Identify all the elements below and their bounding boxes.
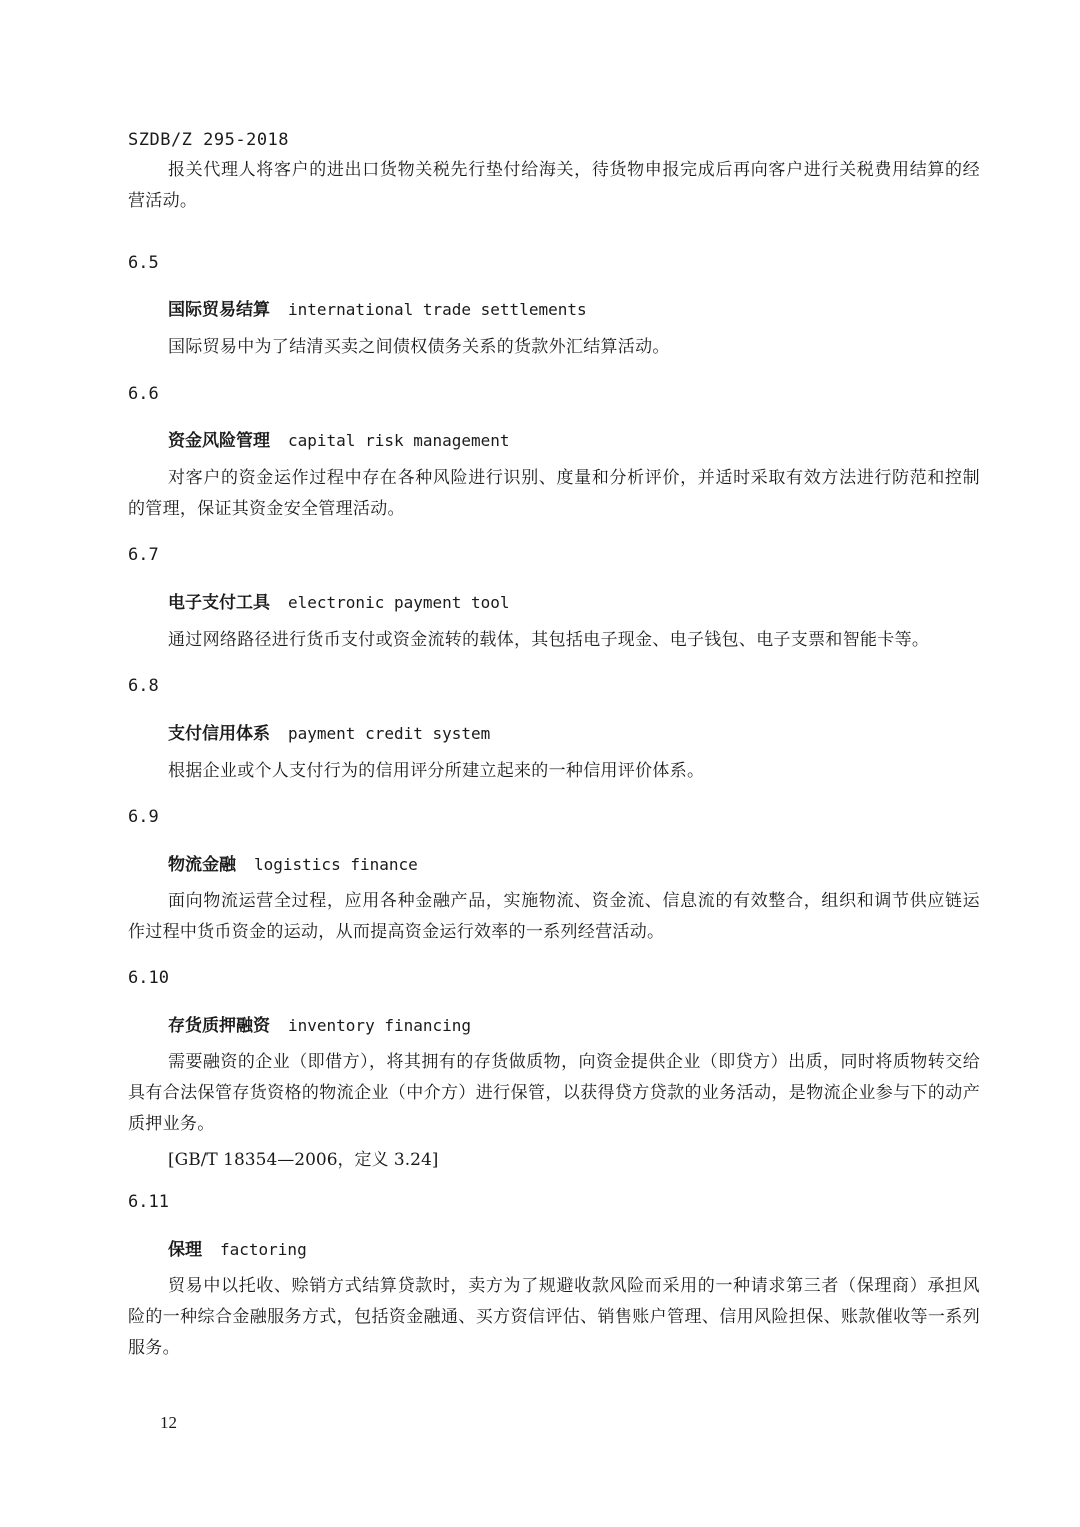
- term-line: [168, 426, 510, 451]
- term-chinese: 国际贸易结算: [168, 300, 270, 320]
- term-english: capital risk management: [288, 431, 510, 450]
- standard-code: SZDB/Z 295-2018: [128, 130, 290, 150]
- term-definition: 贸易中以托收、赊销方式结算贷款时，卖方为了规避收款风险而采用的一种请求第三者（保理商）承担风险的一种综合金融服务方式，包括资金融通、买方资信评估、销售账户管理、信用风险担保、账款催收等一系列服务。: [128, 1276, 980, 1358]
- term-english: payment credit system: [288, 724, 491, 743]
- term-english: logistics finance: [254, 855, 418, 874]
- term-chinese: 保理: [168, 1240, 202, 1260]
- term-english: factoring: [220, 1240, 307, 1259]
- term-line: [168, 1235, 307, 1260]
- term-chinese: 资金风险管理: [168, 431, 270, 451]
- term-chinese: 物流金融: [168, 855, 236, 875]
- clause-number: 6.6: [128, 384, 159, 404]
- term-definition: 面向物流运营全过程，应用各种金融产品，实施物流、资金流、信息流的有效整合，组织和调节供应链运作过程中货币资金的运动，从而提高资金运行效率的一系列经营活动。: [128, 891, 980, 942]
- term-definition: 对客户的资金运作过程中存在各种风险进行识别、度量和分析评价，并适时采取有效方法进行防范和控制的管理，保证其资金安全管理活动。: [128, 468, 980, 519]
- term-line: [168, 1011, 471, 1036]
- clause-number: 6.8: [128, 676, 159, 696]
- intro-paragraph: 报关代理人将客户的进出口货物关税先行垫付给海关，待货物申报完成后再向客户进行关税费用结算的经营活动。: [128, 160, 980, 211]
- term-definition: 需要融资的企业（即借方），将其拥有的存货做质物，向资金提供企业（即贷方）出质，同时将质物转交给具有合法保管存货资格的物流企业（中介方）进行保管，以获得贷方贷款的业务活动，是物流企业参与下的动产质押业务。: [128, 1052, 980, 1134]
- clause-number: 6.11: [128, 1192, 169, 1212]
- clause-number: 6.10: [128, 968, 169, 988]
- term-line: [168, 588, 510, 613]
- term-definition: 根据企业或个人支付行为的信用评分所建立起来的一种信用评价体系。: [168, 761, 705, 781]
- term-english: international trade settlements: [288, 300, 587, 319]
- term-english: inventory financing: [288, 1016, 472, 1035]
- clause-number: 6.7: [128, 545, 159, 565]
- page-number: 12: [160, 1413, 177, 1432]
- term-english: electronic payment tool: [288, 593, 510, 612]
- term-line: [168, 850, 418, 875]
- term-line: [168, 295, 587, 320]
- term-definition: 通过网络路径进行货币支付或资金流转的载体，其包括电子现金、电子钱包、电子支票和智能卡等。: [168, 630, 930, 650]
- clause-number: 6.9: [128, 807, 159, 827]
- term-definition: 国际贸易中为了结清买卖之间债权债务关系的货款外汇结算活动。: [168, 337, 670, 357]
- clause-number: 6.5: [128, 253, 159, 273]
- term-chinese: 存货质押融资: [168, 1016, 270, 1036]
- term-chinese: 电子支付工具: [168, 593, 270, 613]
- term-line: [168, 719, 490, 744]
- source-reference: [GB/T 18354—2006，定义 3.24]: [168, 1150, 439, 1170]
- term-chinese: 支付信用体系: [168, 724, 270, 744]
